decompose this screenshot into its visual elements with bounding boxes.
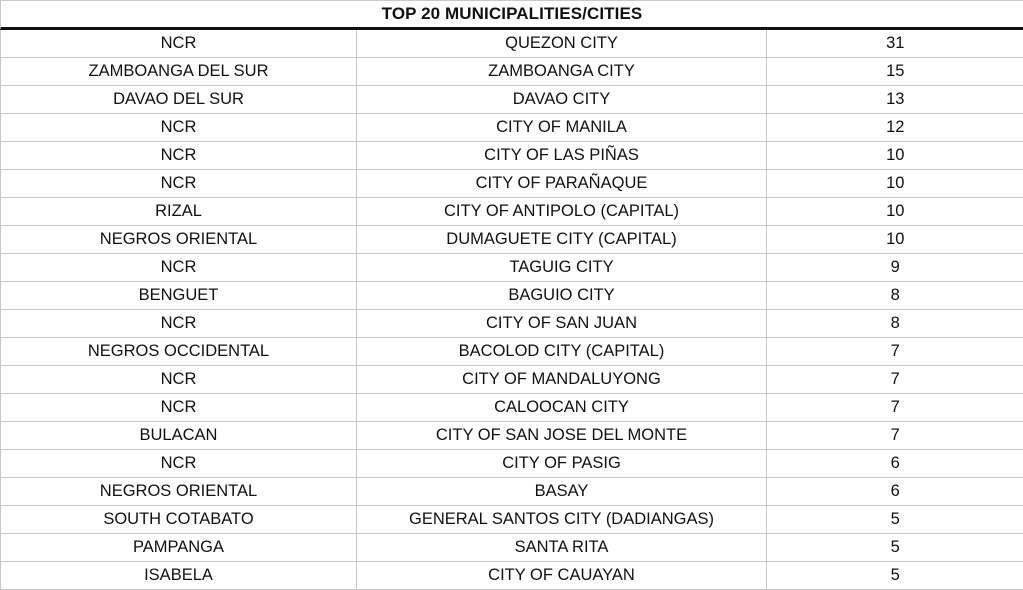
table-row	[1, 478, 1023, 506]
count-cell[interactable]: 31	[767, 30, 1023, 58]
province-cell[interactable]: RIZAL	[1, 198, 357, 226]
city-cell[interactable]: CALOOCAN CITY	[357, 394, 767, 422]
count-cell[interactable]: 5	[767, 506, 1023, 534]
province-cell[interactable]: SOUTH COTABATO	[1, 506, 357, 534]
city-cell[interactable]: BAGUIO CITY	[357, 282, 767, 310]
city-cell[interactable]: DAVAO CITY	[357, 86, 767, 114]
count-cell[interactable]: 10	[767, 170, 1023, 198]
count-cell[interactable]: 6	[767, 450, 1023, 478]
table-row	[1, 254, 1023, 282]
table-row	[1, 506, 1023, 534]
count-cell[interactable]: 8	[767, 282, 1023, 310]
table-row	[1, 366, 1023, 394]
count-cell[interactable]: 9	[767, 254, 1023, 282]
city-cell[interactable]: CITY OF SAN JUAN	[357, 310, 767, 338]
city-cell[interactable]: CITY OF MANDALUYONG	[357, 366, 767, 394]
city-cell[interactable]: CITY OF SAN JOSE DEL MONTE	[357, 422, 767, 450]
city-cell[interactable]: CITY OF CAUAYAN	[357, 562, 767, 590]
city-cell[interactable]: CITY OF ANTIPOLO (CAPITAL)	[357, 198, 767, 226]
city-cell[interactable]: SANTA RITA	[357, 534, 767, 562]
count-cell[interactable]: 6	[767, 478, 1023, 506]
city-cell[interactable]: BASAY	[357, 478, 767, 506]
table-row	[1, 142, 1023, 170]
count-cell[interactable]: 10	[767, 142, 1023, 170]
province-cell[interactable]: NCR	[1, 142, 357, 170]
province-cell[interactable]: NCR	[1, 394, 357, 422]
city-cell[interactable]: CITY OF MANILA	[357, 114, 767, 142]
province-cell[interactable]: DAVAO DEL SUR	[1, 86, 357, 114]
count-cell[interactable]: 12	[767, 114, 1023, 142]
table-row	[1, 170, 1023, 198]
province-cell[interactable]: NEGROS ORIENTAL	[1, 478, 357, 506]
count-cell[interactable]: 5	[767, 534, 1023, 562]
table-row	[1, 338, 1023, 366]
city-cell[interactable]: DUMAGUETE CITY (CAPITAL)	[357, 226, 767, 254]
table-row	[1, 450, 1023, 478]
count-cell[interactable]: 7	[767, 394, 1023, 422]
count-cell[interactable]: 7	[767, 338, 1023, 366]
table-row	[1, 394, 1023, 422]
province-cell[interactable]: NCR	[1, 310, 357, 338]
count-cell[interactable]: 7	[767, 422, 1023, 450]
table-row	[1, 30, 1023, 58]
province-cell[interactable]: BENGUET	[1, 282, 357, 310]
table-row	[1, 562, 1023, 590]
province-cell[interactable]: NCR	[1, 30, 357, 58]
count-cell[interactable]: 8	[767, 310, 1023, 338]
city-cell[interactable]: GENERAL SANTOS CITY (DADIANGAS)	[357, 506, 767, 534]
count-cell[interactable]: 10	[767, 198, 1023, 226]
city-cell[interactable]: QUEZON CITY	[357, 30, 767, 58]
province-cell[interactable]: PAMPANGA	[1, 534, 357, 562]
province-cell[interactable]: BULACAN	[1, 422, 357, 450]
city-cell[interactable]: CITY OF PARAÑAQUE	[357, 170, 767, 198]
table-row	[1, 198, 1023, 226]
count-cell[interactable]: 15	[767, 58, 1023, 86]
city-cell[interactable]: ZAMBOANGA CITY	[357, 58, 767, 86]
count-cell[interactable]: 10	[767, 226, 1023, 254]
province-cell[interactable]: ISABELA	[1, 562, 357, 590]
count-cell[interactable]: 5	[767, 562, 1023, 590]
city-cell[interactable]: CITY OF PASIG	[357, 450, 767, 478]
city-cell[interactable]: CITY OF LAS PIÑAS	[357, 142, 767, 170]
city-cell[interactable]: BACOLOD CITY (CAPITAL)	[357, 338, 767, 366]
province-cell[interactable]: NEGROS OCCIDENTAL	[1, 338, 357, 366]
table-row	[1, 114, 1023, 142]
table-body	[1, 30, 1023, 590]
table-title: TOP 20 MUNICIPALITIES/CITIES	[0, 0, 1023, 30]
count-cell[interactable]: 13	[767, 86, 1023, 114]
province-cell[interactable]: ZAMBOANGA DEL SUR	[1, 58, 357, 86]
data-table	[0, 30, 1023, 590]
province-cell[interactable]: NCR	[1, 366, 357, 394]
province-cell[interactable]: NCR	[1, 170, 357, 198]
count-cell[interactable]: 7	[767, 366, 1023, 394]
table-row	[1, 282, 1023, 310]
table-row	[1, 422, 1023, 450]
table-row	[1, 534, 1023, 562]
table-row	[1, 310, 1023, 338]
province-cell[interactable]: NCR	[1, 114, 357, 142]
province-cell[interactable]: NCR	[1, 450, 357, 478]
province-cell[interactable]: NCR	[1, 254, 357, 282]
province-cell[interactable]: NEGROS ORIENTAL	[1, 226, 357, 254]
table-row	[1, 226, 1023, 254]
table-row	[1, 58, 1023, 86]
city-cell[interactable]: TAGUIG CITY	[357, 254, 767, 282]
table-row	[1, 86, 1023, 114]
